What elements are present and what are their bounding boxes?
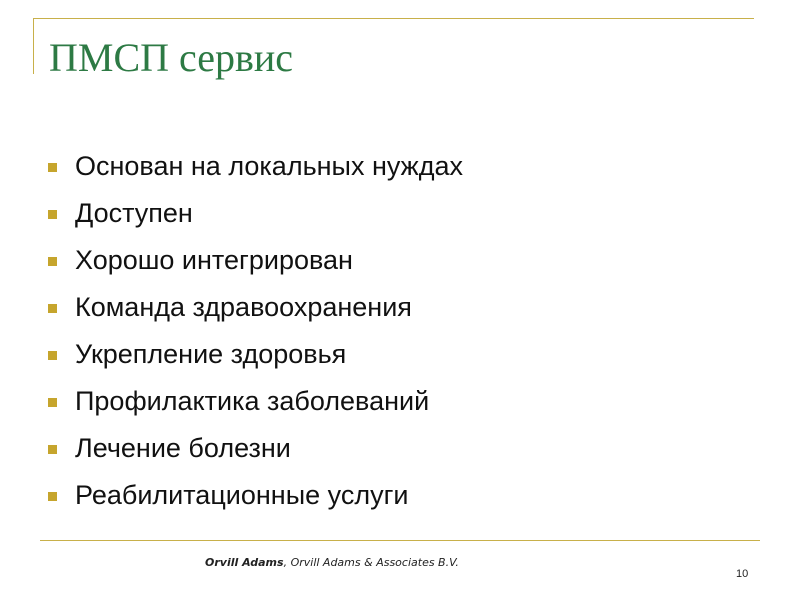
square-bullet-icon	[48, 257, 57, 266]
bullet-item	[45, 190, 463, 237]
page-number: 10	[736, 568, 749, 580]
bullet-item	[45, 284, 463, 331]
bullet-item	[45, 472, 463, 519]
bullet-text: Хорошо интегрирован	[75, 245, 353, 275]
square-bullet-icon	[48, 398, 57, 407]
bullet-item	[45, 143, 463, 190]
slide-title: ПМСП сервис	[49, 35, 294, 80]
square-bullet-icon	[48, 351, 57, 360]
square-bullet-icon	[48, 445, 57, 454]
left-divider	[33, 18, 34, 74]
square-bullet-icon	[48, 163, 57, 172]
footer-author: Orvill Adams	[205, 556, 284, 569]
bullet-text: Профилактика заболеваний	[75, 386, 430, 416]
square-bullet-icon	[48, 304, 57, 313]
bullet-item	[45, 331, 463, 378]
bullet-text: Основан на локальных нуждах	[75, 151, 464, 181]
footer-credit	[205, 556, 459, 569]
bullet-item	[45, 425, 463, 472]
bullet-text: Реабилитационные услуги	[75, 480, 409, 510]
footer-organization: , Orvill Adams & Associates B.V.	[283, 556, 459, 569]
bullet-text: Команда здравоохранения	[75, 292, 412, 322]
bullet-text: Лечение болезни	[75, 433, 291, 463]
bullet-item	[45, 378, 463, 425]
bullet-list	[45, 143, 463, 519]
bullet-item	[45, 237, 463, 284]
square-bullet-icon	[48, 492, 57, 501]
footer-divider	[40, 540, 760, 541]
top-divider	[33, 18, 754, 19]
square-bullet-icon	[48, 210, 57, 219]
bullet-text: Укрепление здоровья	[75, 339, 347, 369]
bullet-text: Доступен	[75, 198, 193, 228]
